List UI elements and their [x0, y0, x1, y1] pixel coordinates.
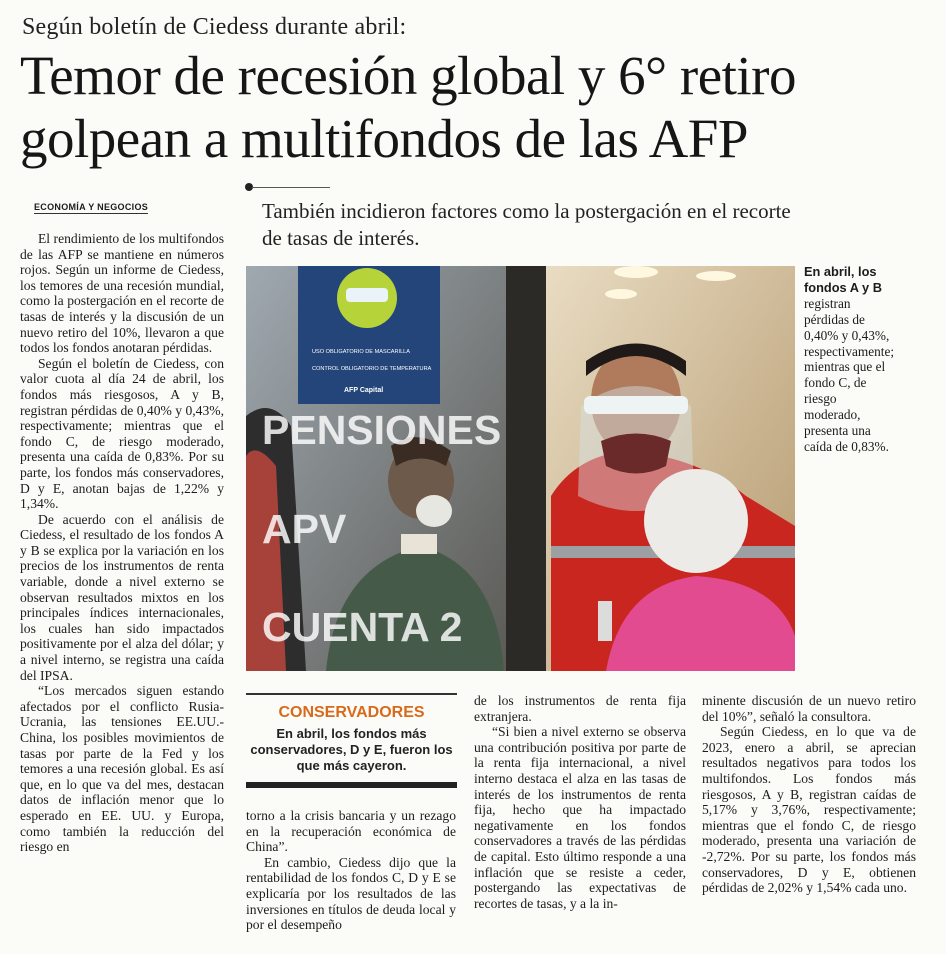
article-photo	[246, 266, 795, 671]
headline-line-2: golpean a multifondos de las AFP	[20, 108, 748, 169]
paragraph: En cambio, Ciedess dijo que la rentabilidad de los fondos C, D y E se explicaría por los resultados de las inversiones en títulos de deuda local y por el desempeño	[246, 854, 456, 933]
body-column-4	[702, 693, 916, 896]
window-text-apv: APV	[262, 506, 347, 552]
paragraph: “Los mercados siguen estando afectados por el conflicto Rusia-Ucrania, las tensiones EE.UU.-China, los posibles movimientos de tasas por parte de la Fed y los temores a una recesión global. Es así que, en lo que va del mes, destacan datos de inflación menor que lo esperado en EE. UU. y Europa, como también la reducción del riesgo en	[20, 683, 224, 855]
paragraph: de los instrumentos de renta fija extranjera.	[474, 693, 686, 724]
caption-text: registran pérdidas de 0,40% y 0,43%, respectivamente; mientras que el fondo C, de riesgo moderado, presenta una caída de 0,83%.	[804, 295, 895, 454]
paragraph: minente discusión de un nuevo retiro del 10%”, señaló la consultora.	[702, 693, 916, 724]
paragraph: De acuerdo con el análisis de Ciedess, el resultado de los fondos A y B se explica por la variación en los precios de los instrumentos de renta variable, donde a nivel externo se observan resultados mixtos en los principales índices internacionales, los cuales han sido impactados positivamente por el alza del dólar; y a nivel interno, se registra una caída del IPSA.	[20, 511, 224, 683]
poster-brand: AFP Capital	[344, 387, 384, 394]
pullquote-text: En abril, los fondos más conservadores, D y E, fueron los que más cayeron.	[250, 726, 453, 773]
poster-line-2: CONTROL OBLIGATORIO DE TEMPERATURA	[312, 366, 432, 372]
section-label: ECONOMÍA Y NEGOCIOS	[34, 202, 149, 212]
window-text-cuenta: CUENTA 2	[262, 604, 463, 650]
paragraph: Según el boletín de Ciedess, con valor cuota al día 24 de abril, los fondos más riesgosos, A y B, registran pérdidas de 0,40% y 0,43%, respectivamente; mientras que el fondo C, de riesgo moderado, presenta una caída de 0,83%. Por su parte, los fondos más conservadores, D y E, anotan bajas de 1,22% y 1,34%.	[20, 355, 224, 512]
paragraph: Según Ciedess, en lo que va de 2023, enero a abril, se aprecian resultados negativos para todos los multifondos. Los fondos más riesgosos, A y B, registran caídas de 5,17% y 3,76%, respectivamente; mientras que el fondo C, de riesgo moderado, presenta una variación de -2,72%. Por su parte, los fondos más conservadores, D y E, obtienen pérdidas de 2,02% y 1,54% cada uno.	[702, 724, 916, 896]
caption-lead: En abril, los fondos A y B	[804, 264, 882, 295]
pullquote-title: CONSERVADORES	[278, 704, 425, 721]
body-column-2	[246, 808, 456, 933]
poster-line-1: USO OBLIGATORIO DE MASCARILLA	[312, 349, 411, 355]
article-headline	[20, 44, 935, 170]
pullquote-rule	[246, 693, 457, 695]
headline-line-1: Temor de recesión global y 6° retiro	[20, 45, 796, 106]
article-deck: También incidieron factores como la postergación en el recorte de tasas de interés.	[262, 199, 791, 250]
window-text-pensiones: PENSIONES	[262, 407, 502, 453]
article-kicker: Según boletín de Ciedess durante abril:	[22, 14, 407, 40]
body-column-3	[474, 693, 686, 911]
body-column-1	[20, 231, 224, 947]
photo-caption	[804, 264, 896, 455]
paragraph: torno a la crisis bancaria y un rezago en la recuperación económica de China”.	[246, 808, 456, 855]
deck-rule	[252, 187, 330, 188]
pullquote-bar	[246, 782, 457, 788]
photo-illustration	[246, 266, 795, 671]
paragraph: El rendimiento de los multifondos de las AFP se mantiene en números rojos. Según un informe de Ciedess, los temores de una recesión mundial, como la postergación en el recorte de tasas de interés y la discusión de un nuevo retiro del 10%, llevaron a que todos los fondos anotaran pérdidas.	[20, 231, 224, 356]
paragraph: “Si bien a nivel externo se observa una contribución positiva por parte de la renta fija internacional, a nivel interno destaca el alza en las tasas de interés de los instrumentos de renta fija, hecho que ha impactado negativamente en los fondos conservadores a través de las pérdidas de capital. Esto último responde a una inflación que se resiste a ceder, postergando las expectativas de recortes de tasas, y a la in-	[474, 724, 686, 911]
